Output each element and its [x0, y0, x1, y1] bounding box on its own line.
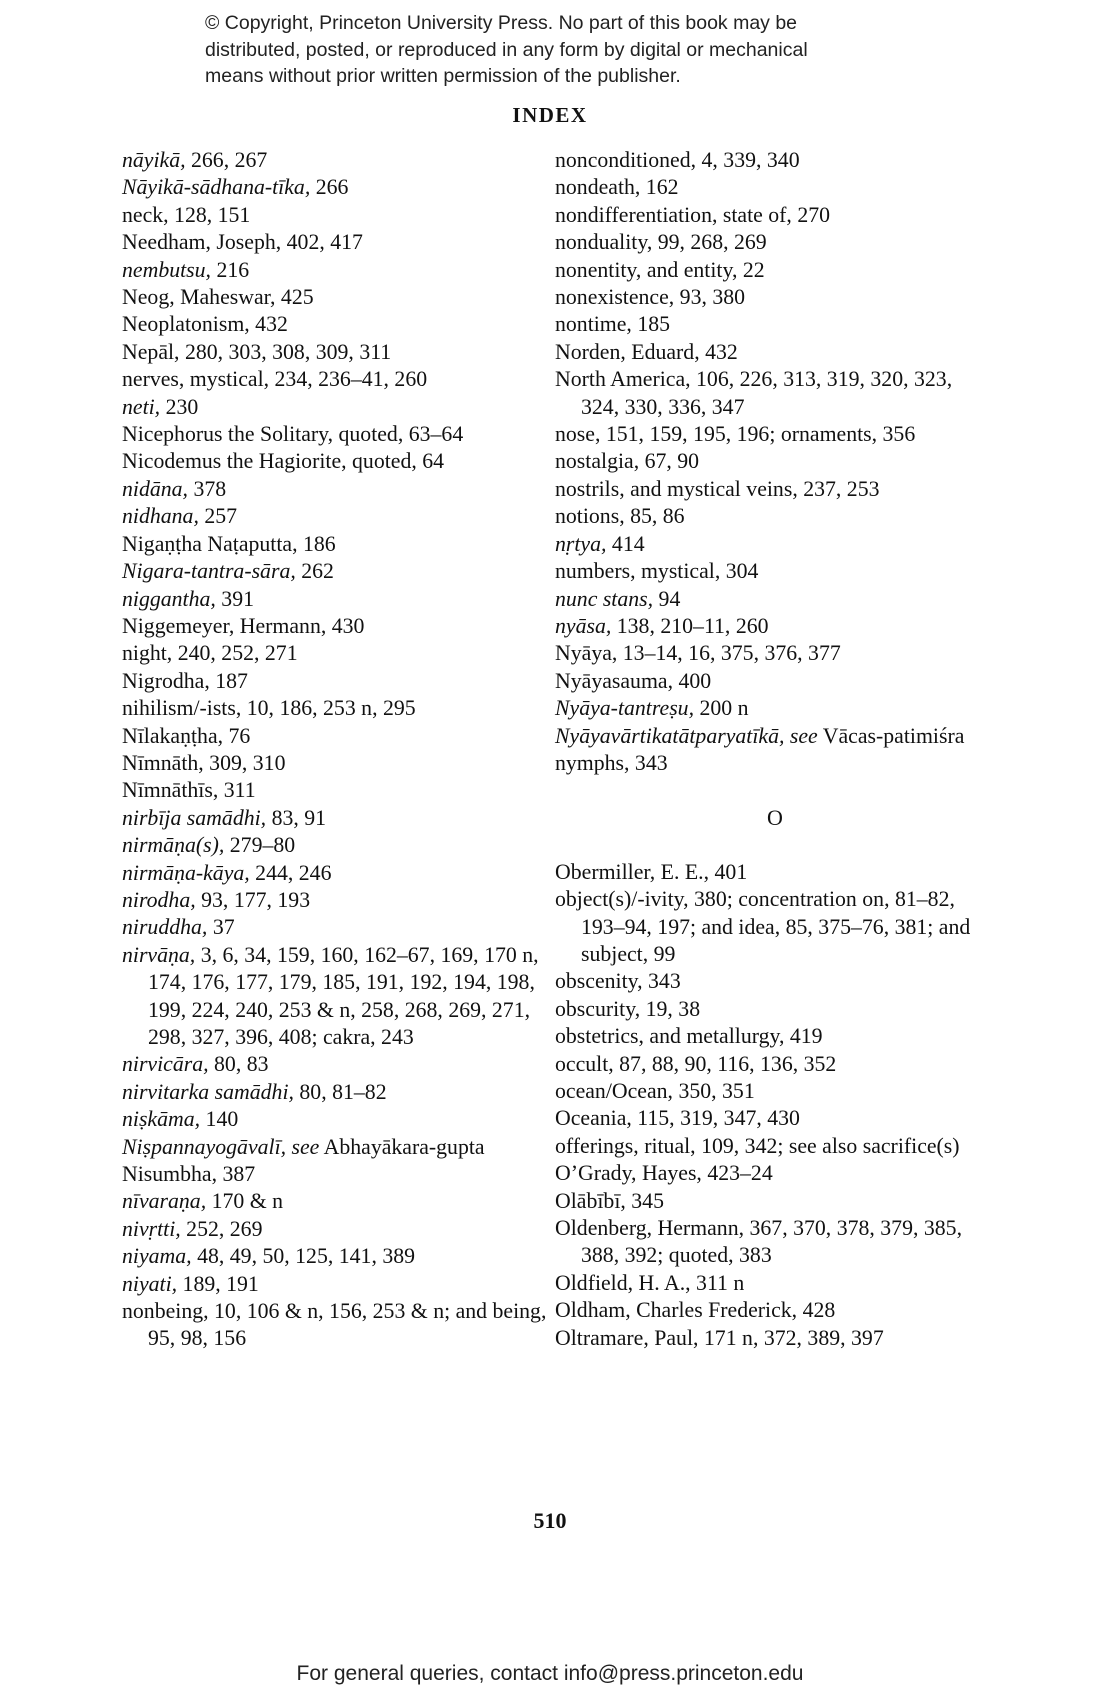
entry-pages: 230 — [160, 394, 199, 419]
entry-term: Nigrodha, 187 — [122, 668, 248, 693]
index-entry — [555, 859, 995, 886]
entry-pages: 216 — [211, 257, 250, 282]
entry-term: nihilism/-ists, 10, 186, 253 n, 295 — [122, 696, 416, 721]
index-entry — [555, 366, 995, 421]
index-entry — [122, 394, 562, 421]
entry-pages: 279–80 — [224, 833, 296, 858]
entry-pages: 257 — [198, 504, 238, 529]
entry-term: Niggemeyer, Hermann, 430 — [122, 613, 365, 638]
index-entry — [122, 366, 562, 393]
entry-term: night, 240, 252, 271 — [122, 641, 298, 666]
copyright-line: © Copyright, Princeton University Press. No part of this book may be — [205, 12, 798, 34]
index-entry — [555, 311, 995, 338]
entry-term: nirvitarka samādhi, — [122, 1079, 294, 1104]
index-entry — [555, 339, 995, 366]
index-entry — [555, 1325, 995, 1352]
entry-term: nṛtya, — [555, 531, 607, 556]
entry-term: nonentity, and entity, 22 — [555, 257, 765, 282]
index-entry — [122, 695, 562, 722]
entry-pages: 37 — [207, 915, 235, 940]
index-entry — [122, 1079, 562, 1106]
index-entry — [122, 914, 562, 941]
entry-term: nāyikā, — [122, 148, 186, 172]
entry-term: Nāyikā-sādhana-tīka, — [122, 175, 311, 200]
entry-pages: 3, 6, 34, 159, 160, 162–67, 169, 170 n, 174, 176, 177, 179, 185, 191, 192, 194, 198, 199, 224, 240, 253 & n, 258, 268, 269, 271, 298, 327, 396, 408; cakra, 243 — [148, 942, 539, 1049]
index-entry — [555, 531, 995, 558]
index-entry — [555, 695, 995, 722]
index-entry — [122, 503, 562, 530]
index-entry — [122, 421, 562, 448]
index-entries-o — [555, 859, 995, 1352]
entry-term: nidāna, — [122, 476, 188, 501]
entry-term: Nicodemus the Hagiorite, quoted, 64 — [122, 449, 445, 474]
index-entry — [555, 1078, 995, 1105]
entry-term: nirmāṇa(s), — [122, 833, 225, 858]
entry-pages: 252, 269 — [180, 1216, 263, 1241]
entry-term: neti, — [122, 394, 161, 419]
entry-term: niṣkāma, — [122, 1107, 201, 1132]
index-entry — [555, 284, 995, 311]
entry-pages: 80, 83 — [208, 1052, 269, 1077]
entry-term: Olābībī, 345 — [555, 1188, 664, 1213]
entry-pages: see also sacrifice(s) — [783, 1133, 960, 1158]
entry-term: Nīmnāth, 309, 310 — [122, 750, 286, 775]
entry-term: Nyāya, 13–14, 16, 375, 376, 377 — [555, 641, 841, 666]
index-entry — [122, 311, 562, 338]
index-entry — [555, 1188, 995, 1215]
entry-term: nyāsa, — [555, 613, 612, 638]
entry-pages: 80, 81–82 — [293, 1079, 387, 1104]
index-entry — [555, 613, 995, 640]
entry-pages: 266, 267 — [185, 148, 268, 172]
index-entry — [555, 202, 995, 229]
entry-term: occult, 87, 88, 90, 116, 136, 352 — [555, 1051, 837, 1076]
entry-term: Nīmnāthīs, 311 — [122, 778, 256, 803]
entry-term: nostalgia, 67, 90 — [555, 449, 700, 474]
entry-term: nidhana, — [122, 504, 199, 529]
index-entry — [555, 421, 995, 448]
entry-pages: 140 — [200, 1107, 239, 1132]
entry-term: Nigaṇṭha Naṭaputta, 186 — [122, 531, 336, 556]
index-entry — [122, 1161, 562, 1188]
index-entry — [555, 257, 995, 284]
entry-term: Nigara-tantra-sāra, — [122, 559, 296, 584]
entry-term: nonbeing, 10, 106 & n, 156, 253 & n; and being, 95, 98, 156 — [122, 1299, 547, 1351]
index-entry — [122, 1298, 562, 1353]
index-entry — [122, 1134, 562, 1161]
entry-term: Nyāyasauma, 400 — [555, 668, 712, 693]
entry-pages: 83, 91 — [266, 805, 327, 830]
index-entry — [122, 805, 562, 832]
entry-term: neck, 128, 151 — [122, 202, 251, 227]
index-entry — [122, 832, 562, 859]
index-entry — [122, 723, 562, 750]
entry-pages: 391 — [215, 586, 255, 611]
entry-pages: 200 n — [694, 696, 749, 721]
entry-term: Nicephorus the Solitary, quoted, 63–64 — [122, 422, 464, 447]
entry-term: obstetrics, and metallurgy, 419 — [555, 1024, 823, 1049]
index-entry — [122, 531, 562, 558]
entry-term: niyama, — [122, 1244, 192, 1269]
entry-term: obscurity, 19, 38 — [555, 996, 701, 1021]
index-entry — [555, 1160, 995, 1187]
entry-pages: 93, 177, 193 — [195, 887, 311, 912]
entry-pages: 244, 246 — [249, 860, 332, 885]
entry-term: Oldfield, H. A., 311 n — [555, 1270, 745, 1295]
entry-term: Oltramare, Paul, 171 n, 372, 389, 397 — [555, 1325, 884, 1350]
index-entry — [122, 1216, 562, 1243]
index-entry — [122, 229, 562, 256]
index-entry — [555, 229, 995, 256]
entry-term: ocean/Ocean, 350, 351 — [555, 1078, 755, 1103]
entry-pages: Vācas-patimiśra — [817, 723, 965, 748]
entry-term: nontime, 185 — [555, 312, 671, 337]
index-entry — [122, 668, 562, 695]
entry-pages: Abhayākara-gupta — [319, 1134, 485, 1159]
index-entry — [555, 1023, 995, 1050]
entry-term: nondifferentiation, state of, 270 — [555, 202, 831, 227]
entry-term: niyati, — [122, 1271, 178, 1296]
entry-term: offerings, ritual, 109, 342; — [555, 1133, 784, 1158]
index-entry — [122, 174, 562, 201]
index-entry — [555, 640, 995, 667]
entry-term: nivṛtti, — [122, 1216, 181, 1241]
index-entry — [555, 968, 995, 995]
entry-pages: 189, 191 — [177, 1271, 259, 1296]
index-entry — [555, 723, 995, 750]
index-entry — [555, 174, 995, 201]
entry-term: Nyāya-tantreṣu, — [555, 696, 695, 721]
index-entry — [555, 476, 995, 503]
index-entry — [122, 1243, 562, 1270]
index-entry — [555, 1270, 995, 1297]
index-entry — [122, 942, 562, 1052]
entry-term: Nīlakaṇṭha, 76 — [122, 723, 251, 748]
index-entry — [122, 640, 562, 667]
page-heading: INDEX — [512, 103, 588, 127]
index-entry — [555, 750, 995, 777]
entry-term: nembutsu, — [122, 257, 211, 282]
entry-term: nīvaraṇa, — [122, 1189, 207, 1214]
entry-pages: 378 — [188, 476, 227, 501]
index-entry — [122, 257, 562, 284]
index-entry — [555, 448, 995, 475]
entry-term: nerves, mystical, 234, 236–41, 260 — [122, 367, 428, 392]
footer-contact: For general queries, contact info@press.princeton.edu — [296, 1662, 804, 1685]
entry-term: object(s)/-ivity, 380; concentration on, 81–82, 193–94, 197; and idea, 85, 375–76, 381; and subject, 99 — [555, 887, 971, 966]
index-entry — [555, 668, 995, 695]
index-entry — [122, 147, 562, 174]
index-entry — [555, 558, 995, 585]
index-entry — [555, 886, 995, 968]
page-number: 510 — [533, 1508, 567, 1533]
section-letter: O — [767, 805, 783, 831]
index-entry — [122, 1188, 562, 1215]
entry-term: nondeath, 162 — [555, 175, 679, 200]
entry-term: Oceania, 115, 319, 347, 430 — [555, 1106, 800, 1131]
index-entry — [122, 1271, 562, 1298]
entry-term: Neoplatonism, 432 — [122, 312, 288, 337]
entry-pages: 138, 210–11, 260 — [611, 613, 769, 638]
index-entry — [122, 558, 562, 585]
entry-pages: 48, 49, 50, 125, 141, 389 — [191, 1244, 416, 1269]
copyright-notice — [205, 10, 925, 90]
entry-pages: 262 — [295, 559, 334, 584]
entry-term: nirmāṇa-kāya, — [122, 860, 250, 885]
index-entry — [122, 750, 562, 777]
entry-term: Neog, Maheswar, 425 — [122, 285, 314, 310]
entry-term: nunc stans, — [555, 586, 654, 611]
index-entry — [122, 887, 562, 914]
entry-term: nymphs, 343 — [555, 750, 668, 775]
entry-term: O’Grady, Hayes, 423–24 — [555, 1161, 773, 1186]
index-column-right — [555, 147, 995, 1352]
entry-pages: 266 — [310, 175, 349, 200]
entry-term: Nepāl, 280, 303, 308, 309, 311 — [122, 339, 392, 364]
entry-term: nonexistence, 93, 380 — [555, 285, 746, 310]
copyright-line: distributed, posted, or reproduced in any form by digital or mechanical — [205, 38, 808, 61]
entry-term: obscenity, 343 — [555, 969, 681, 994]
entry-term: Oldenberg, Hermann, 367, 370, 378, 379, 385, 388, 392; quoted, 383 — [555, 1216, 963, 1268]
entry-term: Norden, Eduard, 432 — [555, 339, 738, 364]
index-entry — [122, 339, 562, 366]
entry-term: notions, 85, 86 — [555, 504, 685, 529]
entry-pages: 170 & n — [206, 1189, 284, 1214]
entry-term: Nisumbha, 387 — [122, 1162, 256, 1187]
index-entry — [122, 1106, 562, 1133]
index-entry — [122, 777, 562, 804]
index-entry — [555, 1105, 995, 1132]
index-entry — [555, 996, 995, 1023]
entry-term: Oldham, Charles Frederick, 428 — [555, 1298, 836, 1323]
entry-term: niggantha, — [122, 586, 216, 611]
index-entry — [555, 503, 995, 530]
entry-term: Obermiller, E. E., 401 — [555, 859, 748, 884]
index-entry — [122, 202, 562, 229]
index-entry — [555, 1051, 995, 1078]
entry-term: numbers, mystical, 304 — [555, 559, 759, 584]
entry-term: Niṣpannayogāvalī, see — [122, 1134, 320, 1159]
index-entry — [555, 586, 995, 613]
entry-term: nostrils, and mystical veins, 237, 253 — [555, 476, 880, 501]
index-entry — [122, 1051, 562, 1078]
index-entry — [122, 860, 562, 887]
entry-term: Nyāyavārtikatātparyatīkā, see — [555, 723, 818, 748]
index-entries-n — [555, 147, 995, 777]
entry-pages: 414 — [606, 531, 645, 556]
index-entry — [122, 476, 562, 503]
index-entry — [122, 284, 562, 311]
entry-term: nonduality, 99, 268, 269 — [555, 230, 767, 255]
index-entry — [122, 448, 562, 475]
entry-term: Needham, Joseph, 402, 417 — [122, 230, 363, 255]
entry-pages: 94 — [653, 586, 681, 611]
entry-term: nonconditioned, 4, 339, 340 — [555, 148, 800, 172]
index-entry — [122, 613, 562, 640]
index-entry — [555, 1133, 995, 1160]
entry-term: niruddha, — [122, 915, 208, 940]
entry-term: nirodha, — [122, 887, 196, 912]
entry-term: North America, 106, 226, 313, 319, 320, 323, 324, 330, 336, 347 — [555, 367, 953, 419]
entry-term: nose, 151, 159, 195, 196; ornaments, 356 — [555, 422, 916, 447]
index-column-left — [122, 147, 562, 1353]
index-entry — [555, 1297, 995, 1324]
entry-term: nirbīja samādhi, — [122, 805, 267, 830]
index-entry — [122, 586, 562, 613]
index-entry — [555, 1215, 995, 1270]
entry-term: nirvāṇa, — [122, 942, 196, 967]
copyright-line: means without prior written permission of the publisher. — [205, 65, 681, 87]
index-entry — [555, 147, 995, 174]
entry-term: nirvicāra, — [122, 1052, 209, 1077]
